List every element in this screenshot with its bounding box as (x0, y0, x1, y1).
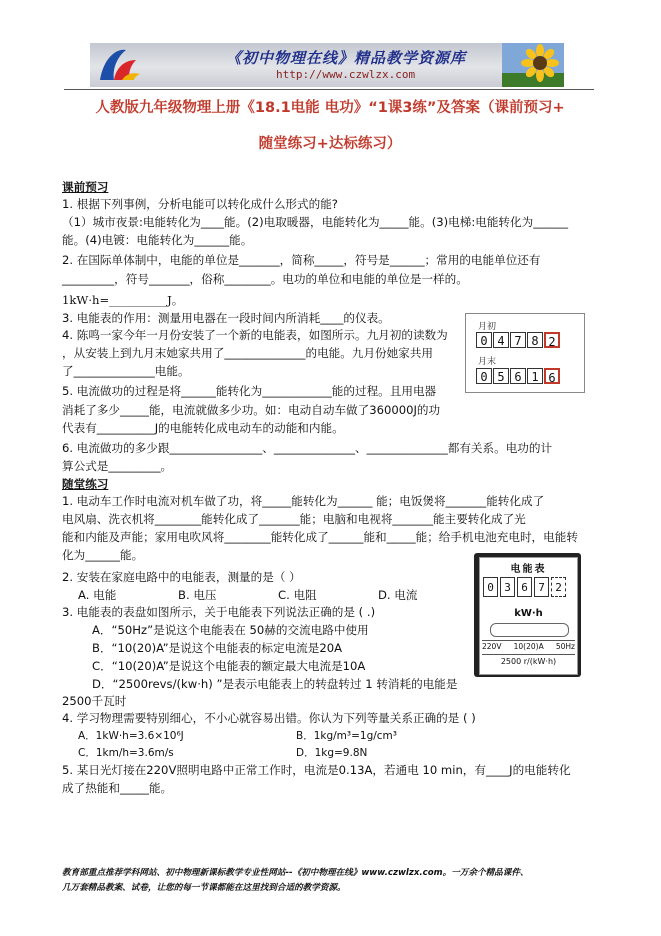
meter-decimal-digit: 2 (544, 332, 560, 348)
site-logo-icon (96, 46, 142, 84)
question-line: 了______________电能。 (62, 364, 190, 378)
question-line: 能。(4)电镀：电能转化为______能。 (62, 233, 253, 247)
question-line: 算公式是_________。 (62, 459, 173, 473)
meter-current: 10(20)A (513, 642, 544, 651)
start-digits (476, 332, 561, 348)
meter-unit: kW·h (514, 608, 543, 619)
question-line: 3. 电能表的表盘如图所示，关于电能表下列说法正确的是 ( .) (62, 605, 376, 619)
option-d: D. 电流 (378, 588, 418, 602)
meter-digit: 4 (493, 332, 509, 348)
meter-digit: 8 (527, 332, 543, 348)
question-line: ，从安装上到九月末她家共用了______________的电能。九月份她家共用 (62, 346, 434, 360)
header-divider (64, 89, 594, 90)
option-a: A. 电能 (78, 588, 117, 602)
meter-digit: 0 (483, 577, 498, 597)
option-line: 2500千瓦时 (62, 694, 127, 708)
question-line: （1）城市夜景:电能转化为____能。(2)电取暖器，电能转化为_____能。(3)电梯:电能转化为______ (62, 215, 568, 229)
question-line: 代表有__________J的电能转化成电动车的动能和内能。 (62, 421, 344, 435)
question-line: 5. 某日光灯接在220V照明电路中正常工作时，电流是0.13A，若通电 10 min，有____J的电能转化 (62, 763, 571, 777)
meter-voltage: 220V (482, 642, 502, 651)
banner-title: 《初中物理在线》精品教学资源库 (226, 49, 467, 67)
question-line: 化为______能。 (62, 548, 144, 562)
meter-digit: 6 (517, 577, 532, 597)
meter-digit: 0 (476, 368, 492, 384)
question-line: 6. 电流做功的多少跟________________、______________、______________都有关系。电功的计 (62, 441, 553, 455)
question-line: 4. 陈鸣一家今年一月份安装了一个新的电能表，如图所示。九月初的读数为 (62, 328, 448, 342)
meter-digit: 3 (500, 577, 515, 597)
question-line: 4. 学习物理需要特别细心，不小心就容易出错。你认为下列等量关系正确的是 ( ) (62, 711, 476, 725)
footer-line: 几万套精品教案、试卷，让您的每一节课都能在这里找到合适的教学资源。 (62, 883, 346, 893)
meter-rotating-disc (490, 623, 569, 637)
option-line: C．“10(20)A”是说这个电能表的额定最大电流是10A (92, 659, 366, 673)
meter-digit: 1 (527, 368, 543, 384)
meter-reading-figure (465, 313, 585, 393)
banner-url[interactable]: http://www.czwlzx.com (276, 68, 416, 81)
meter-face (479, 557, 578, 675)
meter-digit: 7 (534, 577, 549, 597)
section-preview-heading: 课前预习 (62, 180, 109, 194)
question-line: 3. 电能表的作用：测量用电器在一段时间内所消耗____的仪表。 (62, 311, 390, 325)
question-line: 1. 根据下列事例，分析电能可以转化成什么形式的能? (62, 197, 338, 211)
meter-title: 电能表 (510, 564, 547, 575)
meter-decimal-digit: 6 (544, 368, 560, 384)
header-banner (90, 43, 564, 87)
option-line: B．“10(20)A”是说这个电能表的标定电流是20A (92, 641, 343, 655)
option-b: B. 电压 (178, 588, 217, 602)
option-a: A．1kW·h=3.6×10⁶J (78, 730, 184, 742)
question-line: 成了热能和_____能。 (62, 781, 173, 795)
meter-digits (483, 577, 568, 597)
option-d: D．1kg=9.8N (296, 747, 368, 759)
meter-digit: 6 (510, 368, 526, 384)
start-of-month-label: 月初 (478, 322, 497, 332)
question-line: 电风扇、洗衣机将________能转化成了_______能；电脑和电视将_______能主要转化成了光 (62, 512, 526, 526)
meter-decimal-digit: 2 (551, 577, 566, 597)
meter-frequency: 50Hz (555, 642, 575, 651)
end-of-month-label: 月末 (478, 357, 497, 367)
electric-meter-figure (474, 553, 581, 677)
option-c: C. 电阻 (278, 588, 317, 602)
option-c: C．1km/h=3.6m/s (78, 747, 174, 759)
question-line: 2. 在国际单体制中，电能的单位是_______，简称_____，符号是______；常用的电能单位还有 (62, 253, 541, 267)
question-line: 5. 电流做功的过程是将______能转化为____________能的过程。且用电器 (62, 384, 437, 398)
meter-digit: 5 (493, 368, 509, 384)
meter-rate: 2500 r/(kW·h) (482, 654, 575, 666)
question-line: 消耗了多少_____能，电流就做多少功。如：电动自动车做了360000J的功 (62, 403, 441, 417)
option-line: A．“50Hz”是说这个电能表在 50赫的交流电路中使用 (92, 623, 369, 637)
sunflower-icon (502, 43, 564, 87)
footer-line: 教育部重点推荐学科网站、初中物理新课标教学专业性网站--《初中物理在线》www.czwlzx.com。一万余个精品课件、 (62, 868, 529, 878)
question-line: 2. 安装在家庭电路中的电能表，测量的是（ ） (62, 570, 301, 584)
question-line: _________，符号_______，俗称________。电功的单位和电能的单位是一样的。 (62, 272, 468, 286)
meter-specs (482, 640, 575, 651)
section-practice-heading: 随堂练习 (62, 477, 109, 491)
page-title: 人教版九年级物理上册《18.1电能 电功》“1课3练”及答案（课前预习+ (95, 100, 565, 116)
option-line: D．“2500revs/(kw·h) ”是表示电能表上的转盘转过 1 转消耗的电能是 (92, 677, 458, 691)
meter-digit: 7 (510, 332, 526, 348)
question-line: 1kW·h=__________J。 (62, 293, 184, 307)
question-line: 1. 电动车工作时电流对机车做了功，将_____能转化为______ 能；电饭煲将_______能转化成了 (62, 494, 545, 508)
meter-digit: 0 (476, 332, 492, 348)
question-line: 能和内能及声能；家用电吹风将________能转化成了______能和_____能；给手机电池充电时，电能转 (62, 530, 578, 544)
page-title-line2: 随堂练习+达标练习） (258, 136, 402, 152)
option-b: B．1kg/m³=1g/cm³ (296, 730, 397, 742)
end-digits (476, 368, 561, 384)
